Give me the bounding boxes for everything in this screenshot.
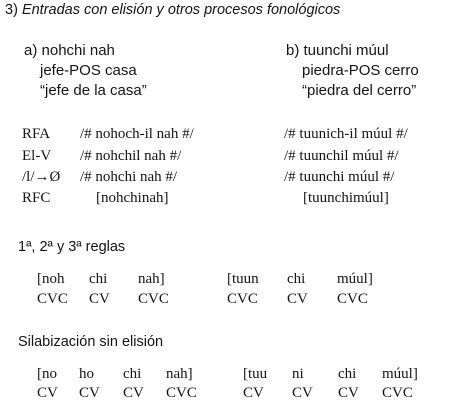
syllable: ho xyxy=(79,366,94,382)
syllable: [tuun xyxy=(227,271,259,287)
derivation-form-b: /# tuunchi múul #/ xyxy=(284,169,395,185)
syllable-shape: CV xyxy=(243,385,264,401)
derivation-form-b: /# tuunich-il múul #/ xyxy=(284,126,408,142)
section-1-title: 1ª, 2ª y 3ª reglas xyxy=(18,239,126,255)
syllable: múul] xyxy=(337,271,373,287)
syllable: nah] xyxy=(166,366,193,382)
syllable: ni xyxy=(292,366,304,382)
derivation-label: RFA xyxy=(22,126,51,142)
syllable: chi xyxy=(287,271,306,287)
syllable-shape: CV xyxy=(89,291,110,307)
derivation-label: /l/→Ø xyxy=(22,169,61,185)
example-b-translation: “piedra del cerro” xyxy=(302,82,417,99)
derivation-label: RFC xyxy=(22,190,51,206)
syllable: [tuu xyxy=(243,366,268,382)
derivation-form-a: /# nohchi nah #/ xyxy=(80,169,178,185)
derivation-form-a: /# nohchil nah #/ xyxy=(80,148,182,164)
syllable-shape: CVC xyxy=(382,385,413,401)
section-2-title: Silabización sin elisión xyxy=(18,334,164,350)
example-b-gloss: piedra-POS cerro xyxy=(302,62,419,79)
example-a-translation: “jefe de la casa” xyxy=(40,82,147,99)
example-title: Entradas con elisión y otros procesos fonológicos xyxy=(21,2,341,18)
example-heading xyxy=(5,3,340,18)
derivation-label: El-V xyxy=(22,148,52,164)
syllable-shape: CVC xyxy=(166,385,197,401)
derivation-form-a: [nohchinah] xyxy=(96,190,169,206)
syllable: [noh xyxy=(37,271,65,287)
syllable-shape: CV xyxy=(292,385,313,401)
syllable-shape: CV xyxy=(287,291,308,307)
syllable-shape: CVC xyxy=(227,291,258,307)
derivation-form-b: /# tuunchil múul #/ xyxy=(284,148,399,164)
syllable: nah] xyxy=(138,271,165,287)
syllable-shape: CV xyxy=(338,385,359,401)
derivation-form-b: [tuunchimúul] xyxy=(303,190,389,206)
derivation-form-a: /# nohoch-il nah #/ xyxy=(80,126,194,142)
syllable: chi xyxy=(123,366,142,382)
syllable: chi xyxy=(89,271,108,287)
syllable: múul] xyxy=(382,366,418,382)
example-b-label: b) tuunchi múul xyxy=(286,42,389,59)
syllable: chi xyxy=(338,366,357,382)
syllable-shape: CVC xyxy=(37,291,68,307)
example-a-gloss: jefe-POS casa xyxy=(40,62,137,79)
syllable-shape: CV xyxy=(123,385,144,401)
syllable-shape: CVC xyxy=(138,291,169,307)
syllable-shape: CV xyxy=(79,385,100,401)
example-number: 3) xyxy=(5,2,18,18)
syllable-shape: CVC xyxy=(337,291,368,307)
syllable: [no xyxy=(37,366,57,382)
syllable-shape: CV xyxy=(37,385,58,401)
example-a-label: a) nohchi nah xyxy=(24,42,115,59)
